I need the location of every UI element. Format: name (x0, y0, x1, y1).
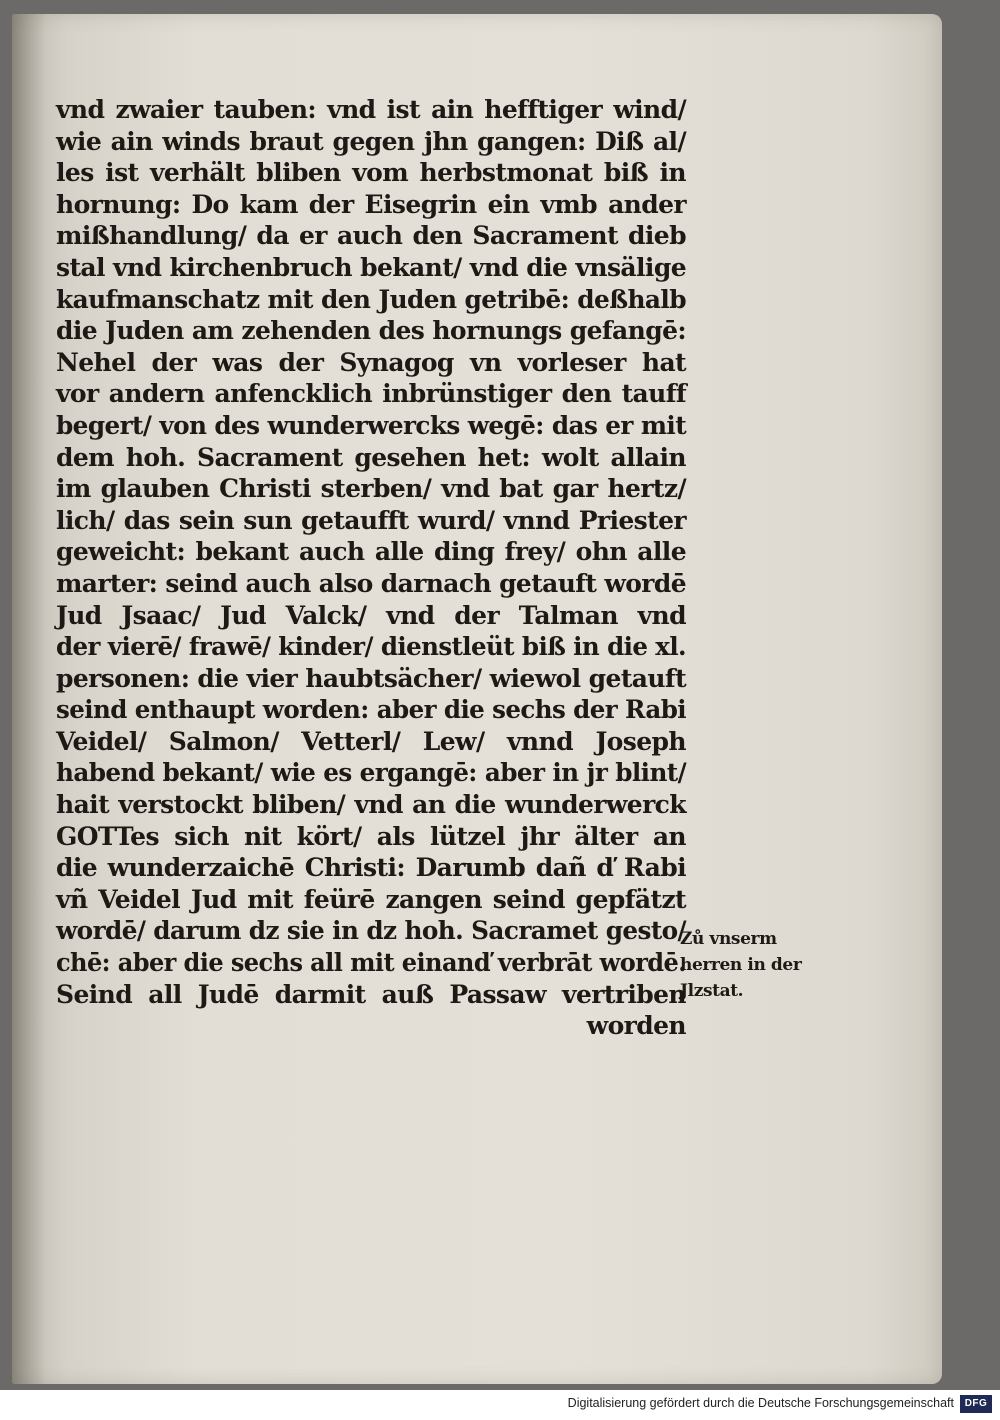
text-line: der vierē/ frawē/ kinder/ dienstleüt biß in die xl. (56, 632, 687, 662)
funding-credit: Digitalisierung gefördert durch die Deutsche Forschungsgemeinschaft (567, 1396, 954, 1410)
footer-bar (0, 1390, 1000, 1420)
text-line: personen: die vier haubtsächer/ wiewol getauft (56, 663, 687, 693)
text-line: les ist verhält bliben vom herbstmonat biß in (56, 158, 686, 188)
text-line: Jud Jsaac/ Jud Valck/ vnd der Talman vnd (56, 600, 686, 630)
book-page (12, 14, 942, 1384)
text-line: vor andern anfencklich inbrünstiger den tauff (56, 379, 686, 409)
text-line: Veidel/ Salmon/ Vetterl/ Lew/ vnnd Joseph (56, 726, 686, 756)
text-line: chē: aber die sechs all mit einanď verbrāt wordē. (56, 948, 687, 978)
text-line: die Juden am zehenden des hornungs gefangē: (56, 316, 687, 346)
text-line: hornung: Do kam der Eisegrin ein vmb ander (56, 189, 686, 219)
text-line: Nehel der was der Synagog vn vorleser hat (56, 347, 686, 377)
text-line: kaufmanschatz mit den Juden getribē: deßhalb (56, 284, 687, 314)
text-line: habend bekant/ wie es ergangē: aber in jr blint/ (56, 758, 687, 788)
marginal-line: herren in der (680, 955, 802, 975)
text-line: stal vnd kirchenbruch bekant/ vnd die vnsälige (56, 252, 687, 282)
dfg-logo-icon: DFG (960, 1395, 992, 1413)
marginal-note (680, 926, 820, 1004)
marginal-line: Zů vnserm (680, 929, 777, 949)
text-line: wordē/ darum dz sie in dz hoh. Sacramet gesto/ (56, 916, 687, 946)
catchword: worden (586, 1011, 686, 1041)
marginal-line: Jlzstat. (680, 981, 744, 1001)
text-line: GOTTes sich nit kört/ als lützel jhr älter an (56, 821, 686, 851)
text-line: dem hoh. Sacrament gesehen het: wolt allain (56, 442, 686, 472)
text-line: seind enthaupt worden: aber die sechs der Rabi (56, 695, 687, 725)
text-line: lich/ das sein sun getaufft wurd/ vnnd Priester (56, 505, 686, 535)
text-line: wie ain winds braut gegen jhn gangen: Diß al/ (56, 126, 686, 156)
text-line: geweicht: bekant auch alle ding frey/ ohn alle (56, 537, 686, 567)
text-line: im glauben Christi sterben/ vnd bat gar hertz/ (56, 474, 686, 504)
gutter-shadow (12, 14, 46, 1384)
text-line: vñ Veidel Jud mit feürē zangen seind gepfätzt (56, 884, 686, 914)
text-line: mißhandlung/ da er auch den Sacrament dieb (56, 221, 686, 251)
body-text (56, 94, 686, 1042)
text-line: marter: seind auch also darnach getauft wordē (56, 568, 686, 598)
text-line: die wunderzaichē Christi: Darumb dañ ď Rabi (56, 853, 686, 883)
text-line: hait verstockt bliben/ vnd an die wunderwerck (56, 790, 686, 820)
text-line: begert/ von des wunderwercks wegē: das er mit (56, 410, 687, 440)
text-line: vnd zwaier tauben: vnd ist ain hefftiger wind/ (56, 95, 686, 124)
text-line: Seind all Judē darmit auß Passaw vertriben (56, 979, 686, 1009)
